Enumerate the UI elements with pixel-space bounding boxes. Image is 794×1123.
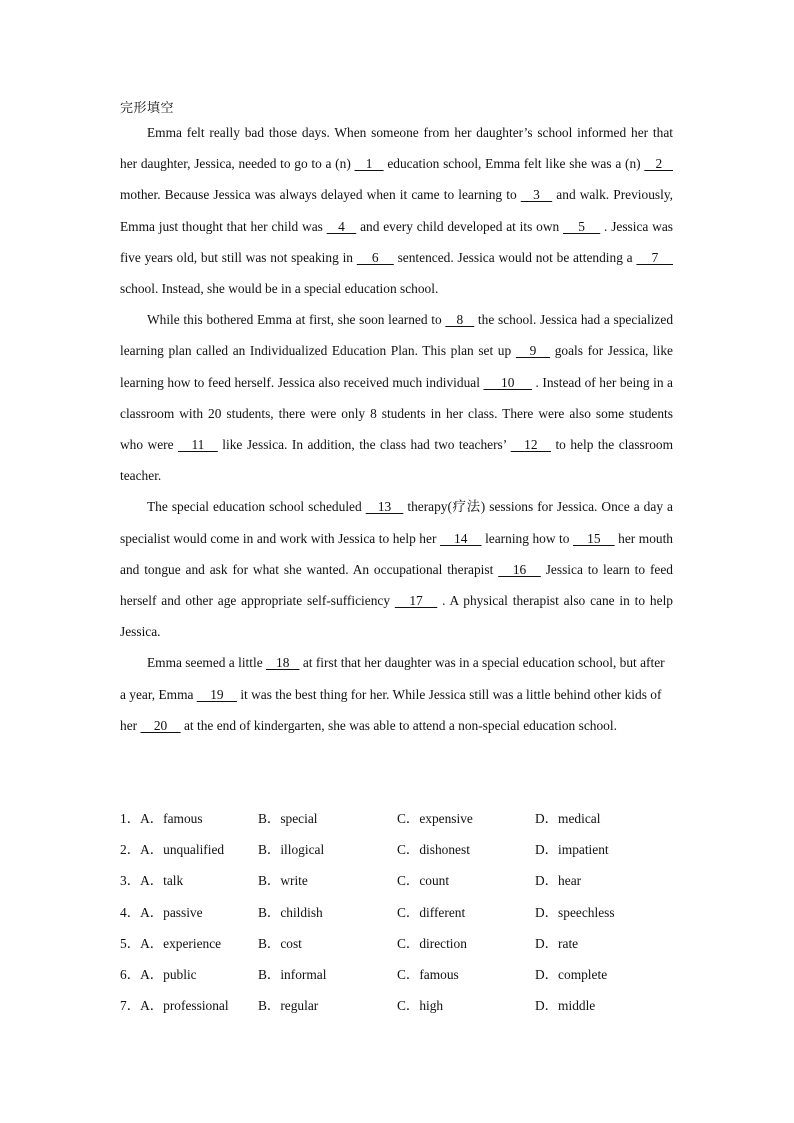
cloze-passage bbox=[120, 117, 673, 741]
passage-text: like Jessica. In addition, the class had two teachers’ bbox=[217, 437, 511, 453]
passage-text: education school, Emma felt like she was a (n) bbox=[383, 156, 645, 172]
passage-text: and every child developed at its own bbox=[356, 218, 564, 234]
option-c: C．expensive bbox=[397, 811, 473, 826]
option-c: C．count bbox=[397, 873, 450, 889]
option-c: C．direction bbox=[397, 935, 467, 951]
passage-text: school. Instead, she would be in a special education school. bbox=[120, 281, 439, 297]
answer-blank: 7 bbox=[636, 249, 673, 265]
option-a: 2．A．unqualified bbox=[120, 842, 225, 858]
option-row bbox=[120, 865, 680, 896]
option-row bbox=[120, 990, 680, 1021]
passage-text: sentenced. Jessica would not be attending a bbox=[393, 249, 637, 265]
passage-text: learning how to bbox=[481, 530, 574, 546]
answer-blank: 5 bbox=[563, 218, 601, 234]
answer-blank: 3 bbox=[520, 187, 553, 203]
option-d: D．speechless bbox=[535, 904, 615, 920]
answer-options bbox=[120, 803, 680, 1021]
passage-text: Emma seemed a little bbox=[147, 655, 266, 671]
passage-paragraph bbox=[120, 304, 673, 491]
option-d: D．complete bbox=[535, 966, 608, 982]
passage-text: to help the classroom teacher. bbox=[120, 437, 674, 484]
option-b: B．write bbox=[258, 873, 308, 889]
option-b: B．childish bbox=[258, 904, 323, 920]
passage-text: The special education school scheduled bbox=[147, 499, 366, 515]
option-c: C．famous bbox=[397, 966, 459, 982]
passage-text: Emma felt really bad those days. When someone from her daughter’s school informed her that her daughter, Jessica, needed to go to a (n) bbox=[120, 125, 673, 172]
passage-text: therapy(疗法) sessions for Jessica. Once a day a specialist would come in and work with Jessica to help her bbox=[120, 499, 673, 546]
option-row bbox=[120, 803, 680, 834]
answer-blank: 13 bbox=[365, 499, 404, 515]
passage-text: . A physical therapist also cane in to help Jessica. bbox=[120, 593, 673, 640]
answer-blank: 9 bbox=[515, 343, 551, 359]
option-row bbox=[120, 959, 680, 990]
option-c: C．high bbox=[397, 998, 444, 1014]
answer-blank: 12 bbox=[510, 437, 551, 453]
answer-blank: 8 bbox=[445, 312, 475, 328]
option-d: D．medical bbox=[535, 811, 601, 826]
answer-blank: 4 bbox=[326, 218, 357, 234]
option-b: B．cost bbox=[258, 935, 302, 951]
answer-blank: 16 bbox=[498, 561, 541, 577]
answer-blank: 18 bbox=[266, 655, 300, 671]
passage-text: goals for Jessica, like learning how to feed herself. Jessica also received much individual bbox=[120, 343, 673, 390]
answer-blank: 15 bbox=[573, 530, 615, 546]
option-a: 6．A．public bbox=[120, 966, 197, 982]
passage-paragraph bbox=[120, 117, 673, 304]
passage-paragraph bbox=[120, 491, 673, 647]
section-heading: 完形填空 bbox=[120, 101, 175, 116]
answer-blank: 6 bbox=[356, 249, 394, 265]
option-a: 3．A．talk bbox=[120, 873, 184, 889]
option-c: C．dishonest bbox=[397, 842, 470, 858]
answer-blank: 19 bbox=[196, 686, 237, 702]
option-b: B．illogical bbox=[258, 842, 325, 858]
option-c: C．different bbox=[397, 904, 466, 920]
option-row bbox=[120, 897, 680, 928]
option-b: B．special bbox=[258, 811, 318, 826]
passage-text: at the end of kindergarten, she was able to attend a non-special education school. bbox=[180, 717, 617, 733]
answer-blank: 14 bbox=[439, 530, 482, 546]
answer-blank: 11 bbox=[178, 437, 218, 453]
option-a: 5．A．experience bbox=[120, 935, 222, 951]
option-b: B．regular bbox=[258, 998, 319, 1014]
passage-text: While this bothered Emma at first, she soon learned to bbox=[147, 312, 446, 328]
option-d: D．impatient bbox=[535, 842, 609, 858]
answer-blank: 2 bbox=[644, 156, 674, 172]
answer-blank: 17 bbox=[394, 593, 438, 609]
passage-text: it was the best thing for her. While Jessica still was a little behind other kids of her bbox=[120, 686, 662, 733]
passage-paragraph bbox=[120, 647, 673, 741]
option-d: D．rate bbox=[535, 935, 579, 951]
passage-text: . Instead of her being in a classroom with 20 students, there were only 8 students in her class. There were also some students who were bbox=[120, 374, 673, 453]
option-a: 1．A．famous bbox=[120, 811, 203, 826]
option-a: 4．A．passive bbox=[120, 904, 203, 920]
option-d: D．hear bbox=[535, 873, 582, 889]
passage-text: her mouth and tongue and ask for what she wanted. An occupational therapist bbox=[120, 530, 673, 577]
passage-text: Jessica to learn to feed herself and other age appropriate self-sufficiency bbox=[120, 561, 673, 609]
answer-blank: 10 bbox=[483, 374, 533, 390]
passage-text: and walk. Previously, Emma just thought that her child was bbox=[120, 187, 674, 234]
option-a: 7．A．professional bbox=[120, 998, 229, 1014]
answer-blank: 1 bbox=[354, 156, 384, 172]
answer-blank: 20 bbox=[140, 717, 181, 733]
passage-text: the school. Jessica had a specialized learning plan called an Individualized Education Plan. This plan set up bbox=[120, 312, 674, 359]
option-d: D．middle bbox=[535, 998, 596, 1014]
option-row bbox=[120, 928, 680, 959]
passage-text: . Jessica was five years old, but still was not speaking in bbox=[120, 218, 674, 265]
passage-text: at first that her daughter was in a special education school, but after a year, Emma bbox=[120, 655, 665, 702]
passage-text: mother. Because Jessica was always delayed when it came to learning to bbox=[120, 187, 521, 203]
option-b: B．informal bbox=[258, 966, 327, 982]
option-row bbox=[120, 834, 680, 865]
